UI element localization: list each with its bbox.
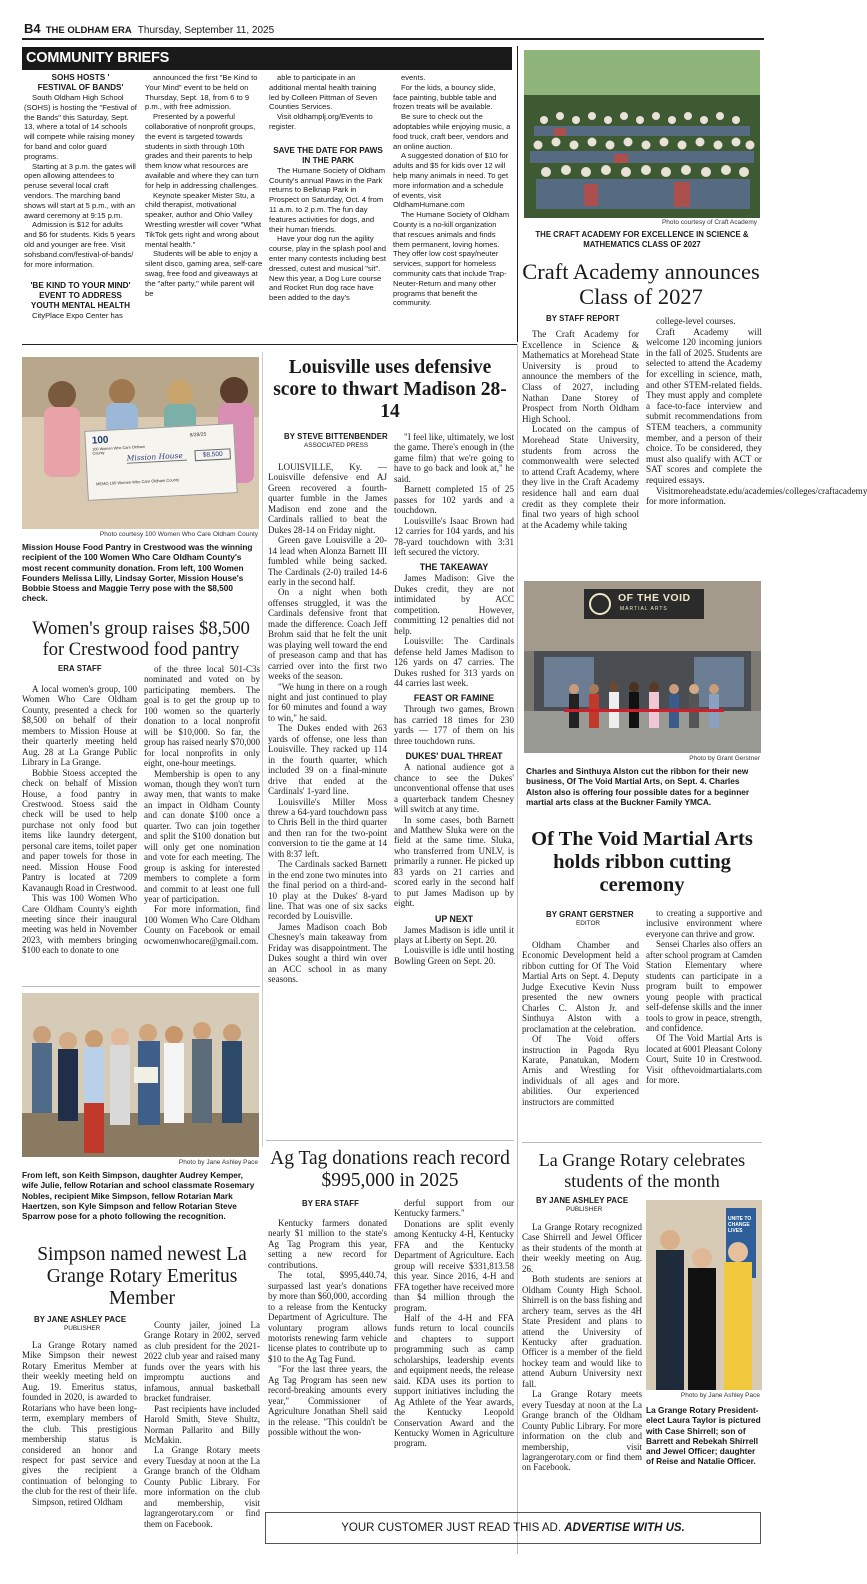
paragraph: La Grange Rotary recognized Case Shirrell and Jewel Officer as their students of the month at their weekly meeting on Aug. 26. bbox=[522, 1222, 642, 1274]
paragraph: The total, $995,440.74, surpassed last year's donations by more than $60,000, according to a release from the Kentucky Department of Agriculture. The voluntary program allows motorists renewing farm vehicle license plates to contribute up to $10 to the Ag Tag Fund. bbox=[268, 1270, 387, 1364]
class-group-illustration bbox=[524, 50, 760, 218]
paragraph: The Humane Society of Oldham County's annual Paws in the Park returns to Belknap Park in Prospect on Saturday, Oct. 4 from 11 a.m. to 2 p.m. The fun day features activities for dogs, and their human friends. bbox=[269, 165, 386, 234]
headline: Ag Tag donations reach record $995,000 in 2025 bbox=[270, 1148, 510, 1191]
void-col-1 bbox=[522, 940, 639, 1136]
paragraph: Through two games, Brown has carried 18 times for 230 yards — 177 of them on his three touchdown runs. bbox=[394, 704, 514, 746]
paragraph: A suggested donation of $10 for adults and $5 for kids over 12 will help many animals in need. To get more information and a schedule of events, visit OldhamHumane.com bbox=[393, 151, 509, 210]
byline: BY STEVE BITTENBENDER bbox=[284, 432, 388, 441]
briefs-col-4 bbox=[393, 73, 511, 343]
folio bbox=[24, 21, 764, 37]
paragraph: Visitmoreheadstate.edu/academies/colleges/craftacademy for more information. bbox=[646, 485, 867, 507]
paragraph: Past recipients have included Harold Smith, Steve Shultz, Norman Pallarito and Billy McMakin. bbox=[144, 1403, 260, 1445]
headline: Of The Void Martial Arts holds ribbon cutting ceremony bbox=[531, 828, 753, 896]
paragraph: Donations are split evenly among Kentucky 4-H, Kentucky FFA and the Kentucky Department of Agriculture. Each group will receive $331,813.58 this year. Since 2016, 4-H and FFA together have received more than $4 million through the program. bbox=[394, 1218, 514, 1313]
headline: La Grange Rotary celebrates students of the month bbox=[538, 1150, 746, 1191]
paragraph: For more information, find 100 Women Who Care Oldham County on Facebook or email ocwomenwhocare@gmail.com. bbox=[144, 904, 260, 946]
section-rule bbox=[22, 986, 260, 987]
paragraph: announced the first "Be Kind to Your Mind" event to be held on Thursday, Sept. 18, from 6 to 9 p.m., with free admission. bbox=[145, 73, 258, 112]
paragraph: In some cases, both Barnett and Matthew Sluka were on the field at the same time. Sluka, who transferred from UNLV, is primarily a runner. He picked up 83 yards on 21 carries and scored early in the second half to put James Madison up by eight. bbox=[394, 814, 514, 909]
byline: BY ERA STAFF bbox=[302, 1199, 359, 1208]
paragraph: Oldham Chamber and Economic Development held a ribbon cutting for Of The Void Martial Arts on Sept. 4. Deputy Judge Executive Kevin Nuss presented the new owners Charles C. Alston Jr. and Sinthuya Alston with a proclamation at the celebration. bbox=[522, 940, 639, 1034]
paras bbox=[269, 166, 387, 303]
paragraph: Louisville's Isaac Brown had 12 carries for 104 yards, and his 78-yard touchdown with 3:31 left secured the victory. bbox=[394, 515, 514, 557]
paragraph: Bobbie Stoess accepted the check on behalf of Mission House, a food pantry in Crestwood. Stoess said the check will be used to help purchase not only food but items like laundry detergent, personal care items, toilet paper and paper towels for those in need. Mission House Food Pantry is located at 7209 Kavanaugh Road in Crestwood. bbox=[22, 767, 137, 893]
byline-role: EDITOR bbox=[576, 920, 601, 927]
paragraph: Louisville: The Cardinals defense held James Madison to 126 yards on 47 carries. The Dukes rushed for 313 yards on 44 carries last week. bbox=[394, 636, 514, 688]
ad-text: YOUR CUSTOMER JUST READ THIS AD. bbox=[341, 1522, 562, 1534]
paragraph: The Craft Academy for Excellence in Science & Mathematics at Morehead State University is proud to announce the members of the Class of 2027, including Nathan Dane Storey of Prospect from North Oldham High School. bbox=[522, 329, 639, 424]
simpson-col-2 bbox=[144, 1320, 260, 1560]
headline: Women's group raises $8,500 for Crestwood food pantry bbox=[32, 619, 250, 660]
byline: ERA STAFF bbox=[58, 664, 102, 673]
paragraph: Of The Void Martial Arts is located at 6001 Pleasant Colony Court, Suite 10 in Crestwood. Visit ofthevoidmartialarts.com for more. bbox=[646, 1033, 762, 1086]
paragraph: Barnett completed 15 of 25 passes for 102 yards and a touchdown. bbox=[394, 484, 514, 516]
subhead-paws: SAVE THE DATE FOR PAWS IN THE PARK bbox=[273, 145, 383, 165]
briefs-col-1 bbox=[24, 73, 137, 348]
paragraph: Green gave Louisville a 20-14 lead when Alonza Barnett III fumbled while being sacked. The Cardinals (2-0) trailed 14-6 early in the second half. bbox=[268, 535, 387, 587]
paragraph: "For the last three years, the Ag Tag Program has seen new record-breaking amounts every year," Commissioner of Agriculture Jonathan Shell said in the release. "This couldn't be possible without the won- bbox=[268, 1364, 387, 1438]
byline-block bbox=[546, 910, 656, 930]
storefront-sign-sub: MARTIAL ARTS bbox=[620, 606, 668, 612]
check-memo: MEMO 100 Women Who Care Oldham County bbox=[95, 477, 180, 487]
paragraph: Students will be able to enjoy a silent disco, gaming area, self-care swag, free food and giveaways at the "after party," while parent will be bbox=[145, 249, 263, 298]
photo-credit: Photo courtesy of Craft Academy bbox=[661, 219, 757, 226]
paragraph: Admission is $12 for adults and $6 for students. Kids 5 years old and younger are free. Visit sohsband.com/festival-of-bands/ for more information. bbox=[24, 220, 136, 269]
paragraph: Simpson, retired Oldham bbox=[32, 1496, 123, 1507]
section-rule bbox=[522, 1142, 762, 1143]
page-number: B4 bbox=[24, 21, 41, 36]
storefront-sign: OF THE VOID bbox=[618, 592, 691, 604]
briefs-col-2 bbox=[145, 73, 263, 343]
check-photo bbox=[22, 357, 259, 529]
byline: BY JANE ASHLEY PACE bbox=[536, 1196, 629, 1205]
paragraph: This was 100 Women Who Care Oldham County's eighth meeting since their inaugural meeting was held in November 2023, with members bringing $100 each to donate to one bbox=[22, 893, 137, 956]
photo-credit: Photo by Grant Gerstner bbox=[689, 755, 760, 762]
craft-col-2 bbox=[646, 316, 867, 561]
photo-credit: Photo by Jane Ashley Pace bbox=[178, 1159, 258, 1166]
paragraph: The Humane Society of Oldham County is a no-kill organization that rescues animals and finds them permanent, loving homes. They offer low cost spay/neuter services, support for homeless community cats that include Trap-Neuter-Return and many other programs that benefit the community. bbox=[393, 210, 510, 308]
photo-credit: Photo courtesy 100 Women Who Care Oldham County bbox=[99, 531, 258, 538]
paragraph: Be sure to check out the adoptables while enjoying music, a food truck, craft beer, vendors and an online auction. bbox=[393, 112, 511, 151]
masthead-rule bbox=[22, 38, 764, 40]
subhead: DUKES' DUAL THREAT bbox=[405, 751, 503, 762]
paragraph: James Madison: Give the Dukes credit, they are not intimidated by ACC competition. However, committing 12 penalties did not help. bbox=[394, 573, 514, 636]
paragraph: For the kids, a bouncy slide, face painting, bubble table and frozen treats will be available. bbox=[393, 82, 497, 112]
byline-block bbox=[284, 432, 394, 452]
big-check bbox=[84, 423, 237, 501]
photo-credit: Photo by Jane Ashley Pace bbox=[680, 1392, 760, 1399]
check-org: 100 Women Who Care Oldham County bbox=[92, 444, 146, 456]
agtag-col-1 bbox=[268, 1218, 387, 1502]
paper-name: THE OLDHAM ERA bbox=[45, 25, 132, 36]
paragraph: Visit oldhamplj.org/Events to register. bbox=[269, 112, 373, 131]
paras bbox=[394, 704, 514, 746]
paras bbox=[269, 73, 387, 132]
craft-col-1 bbox=[522, 329, 639, 559]
paragraph: of the three local 501-C3s nominated and voted on by participating members. The goal is to get the group up to 100 women so the quarterly donation to a local nonprofit will be $10,000. So far, the group has raised nearly $70,000 for local nonprofits in only eight, one-hour meetings. bbox=[144, 664, 260, 769]
photo-caption: Charles and Sinthuya Alston cut the ribbon for their new business, Of The Void Martial Arts, on Sept. 4. Charles Alston also is offering four possible dates for a beginner martial arts class at the Buckner Family YMCA. bbox=[526, 766, 750, 807]
paragraph: Kentucky farmers donated nearly $1 million to the state's Ag Tag Program this year, setting a new record for contributions. bbox=[268, 1218, 387, 1270]
headline: Simpson named newest La Grange Rotary Emeritus Member bbox=[37, 1244, 247, 1309]
paragraph: James Madison coach Bob Chesney's main takeaway from Friday was disappointment. The Dukes sought a third win over an ACC school in as many seasons. bbox=[268, 921, 387, 985]
para: CityPlace Expo Center has bbox=[32, 311, 123, 321]
paras bbox=[394, 573, 514, 688]
paragraph: La Grange Rotary meets every Tuesday at noon at the La Grange branch of the Oldham County Public Library. For more information on the club and membership, visit lagrangerotary.com or find them on Facebook. bbox=[144, 1445, 260, 1529]
paragraph: Of The Void offers instruction in Pagoda Ryu Karate, Panatukan, Modern Arnis and Wrestling for individuals of all ages and abilities. Our experienced instructors are committed bbox=[522, 1034, 639, 1107]
paragraph: Membership is open to any woman, though they won't turn away men, that wants to make an impact in Oldham County and can donate $100 once a quarter. Two can join together and split the $100 donation but will only get one nomination and vote for each meeting. The group is asking for interested members to complete a form and commit to at least one full year of participation. bbox=[144, 768, 260, 904]
paragraph: Located on the campus of Morehead State University, students from across the commonwealth were selected to attend Craft Academy, where they live in the Craft Academy residence hall and earn dual credit as they complete their final two years of high school at the Academy while taking bbox=[522, 424, 639, 530]
void-photo bbox=[524, 581, 761, 753]
headline: Craft Academy announces Class of 2027 bbox=[522, 259, 760, 309]
check-brand: 100 bbox=[91, 434, 109, 447]
paras bbox=[394, 925, 514, 967]
void-col-2 bbox=[646, 908, 762, 1136]
paragraph: Sensei Charles also offers an after school program at Camden Station Elementary where students can participate in a program built to empower young people with practical self-defense skills and the inner tools to grow in peace, strength, and confidence. bbox=[646, 939, 762, 1033]
check-payee: Mission House bbox=[127, 451, 187, 464]
ad-cta[interactable]: ADVERTISE WITH US. bbox=[564, 1522, 685, 1534]
photo-caption: From left, son Keith Simpson, daughter Audrey Kemper, wife Julie, fellow Rotarian and school classmate Rosemary Nobles, recipient Mike Simpson, fellow Rotarian Mark Haertzen, son Kyle Simpson and fellow Rotarian Steve Sparrow pose for a photo following the recognition. bbox=[22, 1170, 255, 1222]
paragraph: Presented by a powerful collaborative of nonprofit groups, the event is targeted towards students in sixth through 10th grades and their parents to help them know what resources are available and where they can turn for help in addressing challenges. bbox=[145, 112, 259, 190]
column-rule bbox=[517, 46, 518, 342]
paragraph: The Cardinals sacked Barnett in the end zone two minutes into the final period on a third-and-10 play at the Dukes' 8-yard line. That was one of six sacks recorded by Louisville. bbox=[268, 859, 387, 922]
subhead: UP NEXT bbox=[435, 913, 473, 924]
paragraph: Starting at 3 p.m. the gates will open allowing attendees to peruse several local craft vendors. The marching band shows will start at 5 p.m., with an award ceremony at 9:15 p.m. bbox=[24, 161, 136, 220]
paragraph: Have your dog run the agility course, play in the splash pool and enter many contests including best dressed, cutest and musical "sit". New this year, a Dog Lure course and Rocket Run dog race have been added to the day's bbox=[269, 234, 386, 303]
paragraph: Louisville's Miller Moss threw a 64-yard touchdown pass to Chris Bell in the third quarter and then ran for the two-point conversion to tie the game at 14 with 8:37 left. bbox=[268, 796, 387, 859]
paragraph: to creating a supportive and inclusive environment where everyone can thrive and grow. bbox=[646, 908, 762, 939]
issue-date: Thursday, September 11, 2025 bbox=[137, 25, 275, 36]
column-rule bbox=[262, 352, 263, 1147]
paragraph: Both students are seniors at Oldham County High School. Shirrell is on the bass fishing and archery team, serves as the 4H State President and plans to attend the University of Kentucky after graduation. Officer is a member of the field hockey team and would like to attend Auburn University next fall. bbox=[522, 1274, 642, 1389]
paragraph: able to participate in an additional mental health training led by Colleen Pittman of Seven Counties Services. bbox=[269, 73, 378, 112]
paragraph: "I feel like, ultimately, we lost the game. There's enough in (the game film) that we're going to have to go back and look at," he said. bbox=[394, 432, 514, 484]
mission-col-2 bbox=[144, 664, 260, 979]
section-banner: COMMUNITY BRIEFS bbox=[22, 47, 512, 70]
paras bbox=[394, 762, 514, 908]
byline-role: ASSOCIATED PRESS bbox=[304, 442, 369, 449]
subhead: THE TAKEAWAY bbox=[419, 562, 489, 573]
paragraph: On a night when both offenses struggled, it was the Cardinals defensive front that made the difference. Coach Jeff Brohm said that he felt the unit was playing well toward the end of preseason camp and that has carried over into the first two weeks of the season. bbox=[268, 587, 387, 682]
paragraph: Keynote speaker Mister Stu, a child therapist, motivational speaker, author and Ohio Valley Wrestling wrestler will cover "What TikTok gets right and wrong about mental health." bbox=[145, 190, 262, 249]
paragraph: County jailer, joined La Grange Rotary in 2002, served as club president for the 2021-2022 club year and raised many funds over the years with his impromptu auctions and infamous, annual basketball bracket fundraiser. bbox=[144, 1320, 260, 1404]
banner-text: UNITE TO CHANGE LIVES bbox=[728, 1216, 752, 1234]
rotary-month-body bbox=[522, 1222, 642, 1490]
byline-role: PUBLISHER bbox=[566, 1206, 603, 1213]
paragraph: James Madison is idle until it plays at Liberty on Sept. 20. bbox=[394, 924, 514, 946]
paras bbox=[394, 432, 514, 557]
simpson-col-1 bbox=[22, 1340, 137, 1560]
paragraph: Craft Academy will welcome 120 incoming juniors in the fall of 2025. Students are selected to attend the Academy for excelling in science, math, and other STEM-related fields. They must apply and complete a face-to-face interview and submit recommendations from STEM teachers, a community member, and a person of their choice. To be considered, they must also qualify with ACT or SAT scores and complete the required essays. bbox=[646, 326, 762, 485]
simpson-photo bbox=[22, 993, 259, 1157]
subhead: FEAST OR FAMINE bbox=[413, 693, 495, 704]
column-rule bbox=[517, 344, 518, 1554]
subhead-festival: SOHS HOSTS ' FESTIVAL OF BANDS' bbox=[37, 73, 124, 92]
byline: BY JANE ASHLEY PACE bbox=[34, 1315, 127, 1324]
section-rule bbox=[266, 1140, 514, 1141]
paragraph: A national audience got a chance to see the Dukes' unconventional offense that uses a quarterback tandem Chesney will switch at any time. bbox=[394, 762, 514, 815]
photo-caption: La Grange Rotary President-elect Laura Taylor is pictured with Case Shirrell; son of Barrett and Rebekah Shirrell and Jewel Officer; daughter of Reise and Natalie Officer. bbox=[646, 1405, 761, 1467]
paragraph: Half of the 4-H and FFA funds return to local councils and chapters to support programming such as camp scholarships, leadership events and equipment needs, the release said. KDA uses its portion to support initiatives including the Ag Athlete of the Year awards, the Kentucky Leopold Conservation Award and the Kentucky Women in Agriculture program. bbox=[394, 1312, 514, 1449]
paragraph: events. bbox=[401, 73, 426, 82]
paragraph: college-level courses. bbox=[656, 316, 736, 326]
briefs-col-3 bbox=[269, 73, 387, 343]
mission-col-1 bbox=[22, 684, 137, 979]
paragraph: "We hung in there on a rough night and just continued to play for 60 minutes and found a way to win," he said. bbox=[268, 681, 387, 723]
rotary-students-photo bbox=[646, 1200, 762, 1390]
louisville-col-1 bbox=[268, 462, 387, 1130]
check-amount: $8,500 bbox=[194, 448, 231, 461]
byline-block bbox=[34, 1315, 134, 1337]
agtag-col-2 bbox=[394, 1198, 514, 1502]
byline-role: PUBLISHER bbox=[64, 1325, 101, 1332]
paragraph: derful support from our Kentucky farmers." bbox=[394, 1198, 514, 1219]
paragraph: LOUISVILLE, Ky. — Louisville defensive end AJ Green recovered a fourth-quarter fumble in the James Madison end zone and the Cardinals rallied to beat the Dukes 28-14 on Friday night. bbox=[268, 462, 387, 535]
check-date: 8/28/25 bbox=[189, 431, 207, 439]
paragraph: South Oldham High School (SOHS) is hosting the "Festival of the Bands" this Saturday, Sept. 13, where a total of 14 schools will compete while raising money for band and color guard programs. bbox=[24, 93, 137, 161]
photo-caption: Mission House Food Pantry in Crestwood was the winning recipient of the 100 Women Who Care Oldham County's most recent community donation. From left, 100 Women Founders Melissa Lilly, Lindsay Gorter, Mission House's Bobbie Stoess and Maggie Terry pose with the $8,500 check. bbox=[22, 542, 253, 604]
photo-caption: THE CRAFT ACADEMY FOR EXCELLENCE IN SCIENCE & MATHEMATICS CLASS OF 2027 bbox=[535, 230, 749, 249]
subhead-kind-mind: 'BE KIND TO YOUR MIND' EVENT TO ADDRESS YOUTH MENTAL HEALTH bbox=[30, 281, 131, 311]
headline: Louisville uses defensive score to thwart Madison 28-14 bbox=[273, 357, 507, 422]
craft-photo bbox=[524, 50, 760, 218]
byline: BY STAFF REPORT bbox=[546, 314, 620, 323]
paragraph: La Grange Rotary named Mike Simpson their newest Rotary Emeritus Member at their weekly meeting held on Aug. 19. Emeritus status, founded in 2020, is awarded to Rotarians who have been long-term, exemplary members of the club. This prestigious membership status is considered an honor and respect for past service and gives the recipient a continuation of belonging to the club for the rest of their life. bbox=[22, 1340, 137, 1497]
louisville-col-2 bbox=[394, 432, 514, 1132]
paragraph: The Dukes ended with 263 yards of offense, one less than Louisville. They racked up 114 in the fourth quarter, which included 39 on a final-minute drive that ended at the Cardinals' 1-yard line. bbox=[268, 723, 387, 797]
paragraph: A local women's group, 100 Women Who Care Oldham County, presented a check for $8,500 on behalf of their members to Mission House at their quarterly meeting held Aug. 28 at La Grange Public Library in La Grange. bbox=[22, 684, 137, 768]
paragraph: La Grange Rotary meets every Tuesday at noon at the La Grange branch of the Oldham County Public Library. For more information on the club and membership, visit lagrangerotary.com or find them on Facebook. bbox=[522, 1389, 642, 1473]
section-rule bbox=[22, 344, 517, 345]
byline: BY GRANT GERSTNER bbox=[546, 910, 634, 919]
paragraph: Louisville is idle until hosting Bowling Green on Sept. 20. bbox=[394, 945, 514, 966]
byline-block bbox=[536, 1196, 646, 1216]
paras bbox=[24, 93, 137, 269]
house-ad bbox=[265, 1512, 761, 1544]
rotary-group-illustration bbox=[22, 993, 259, 1157]
